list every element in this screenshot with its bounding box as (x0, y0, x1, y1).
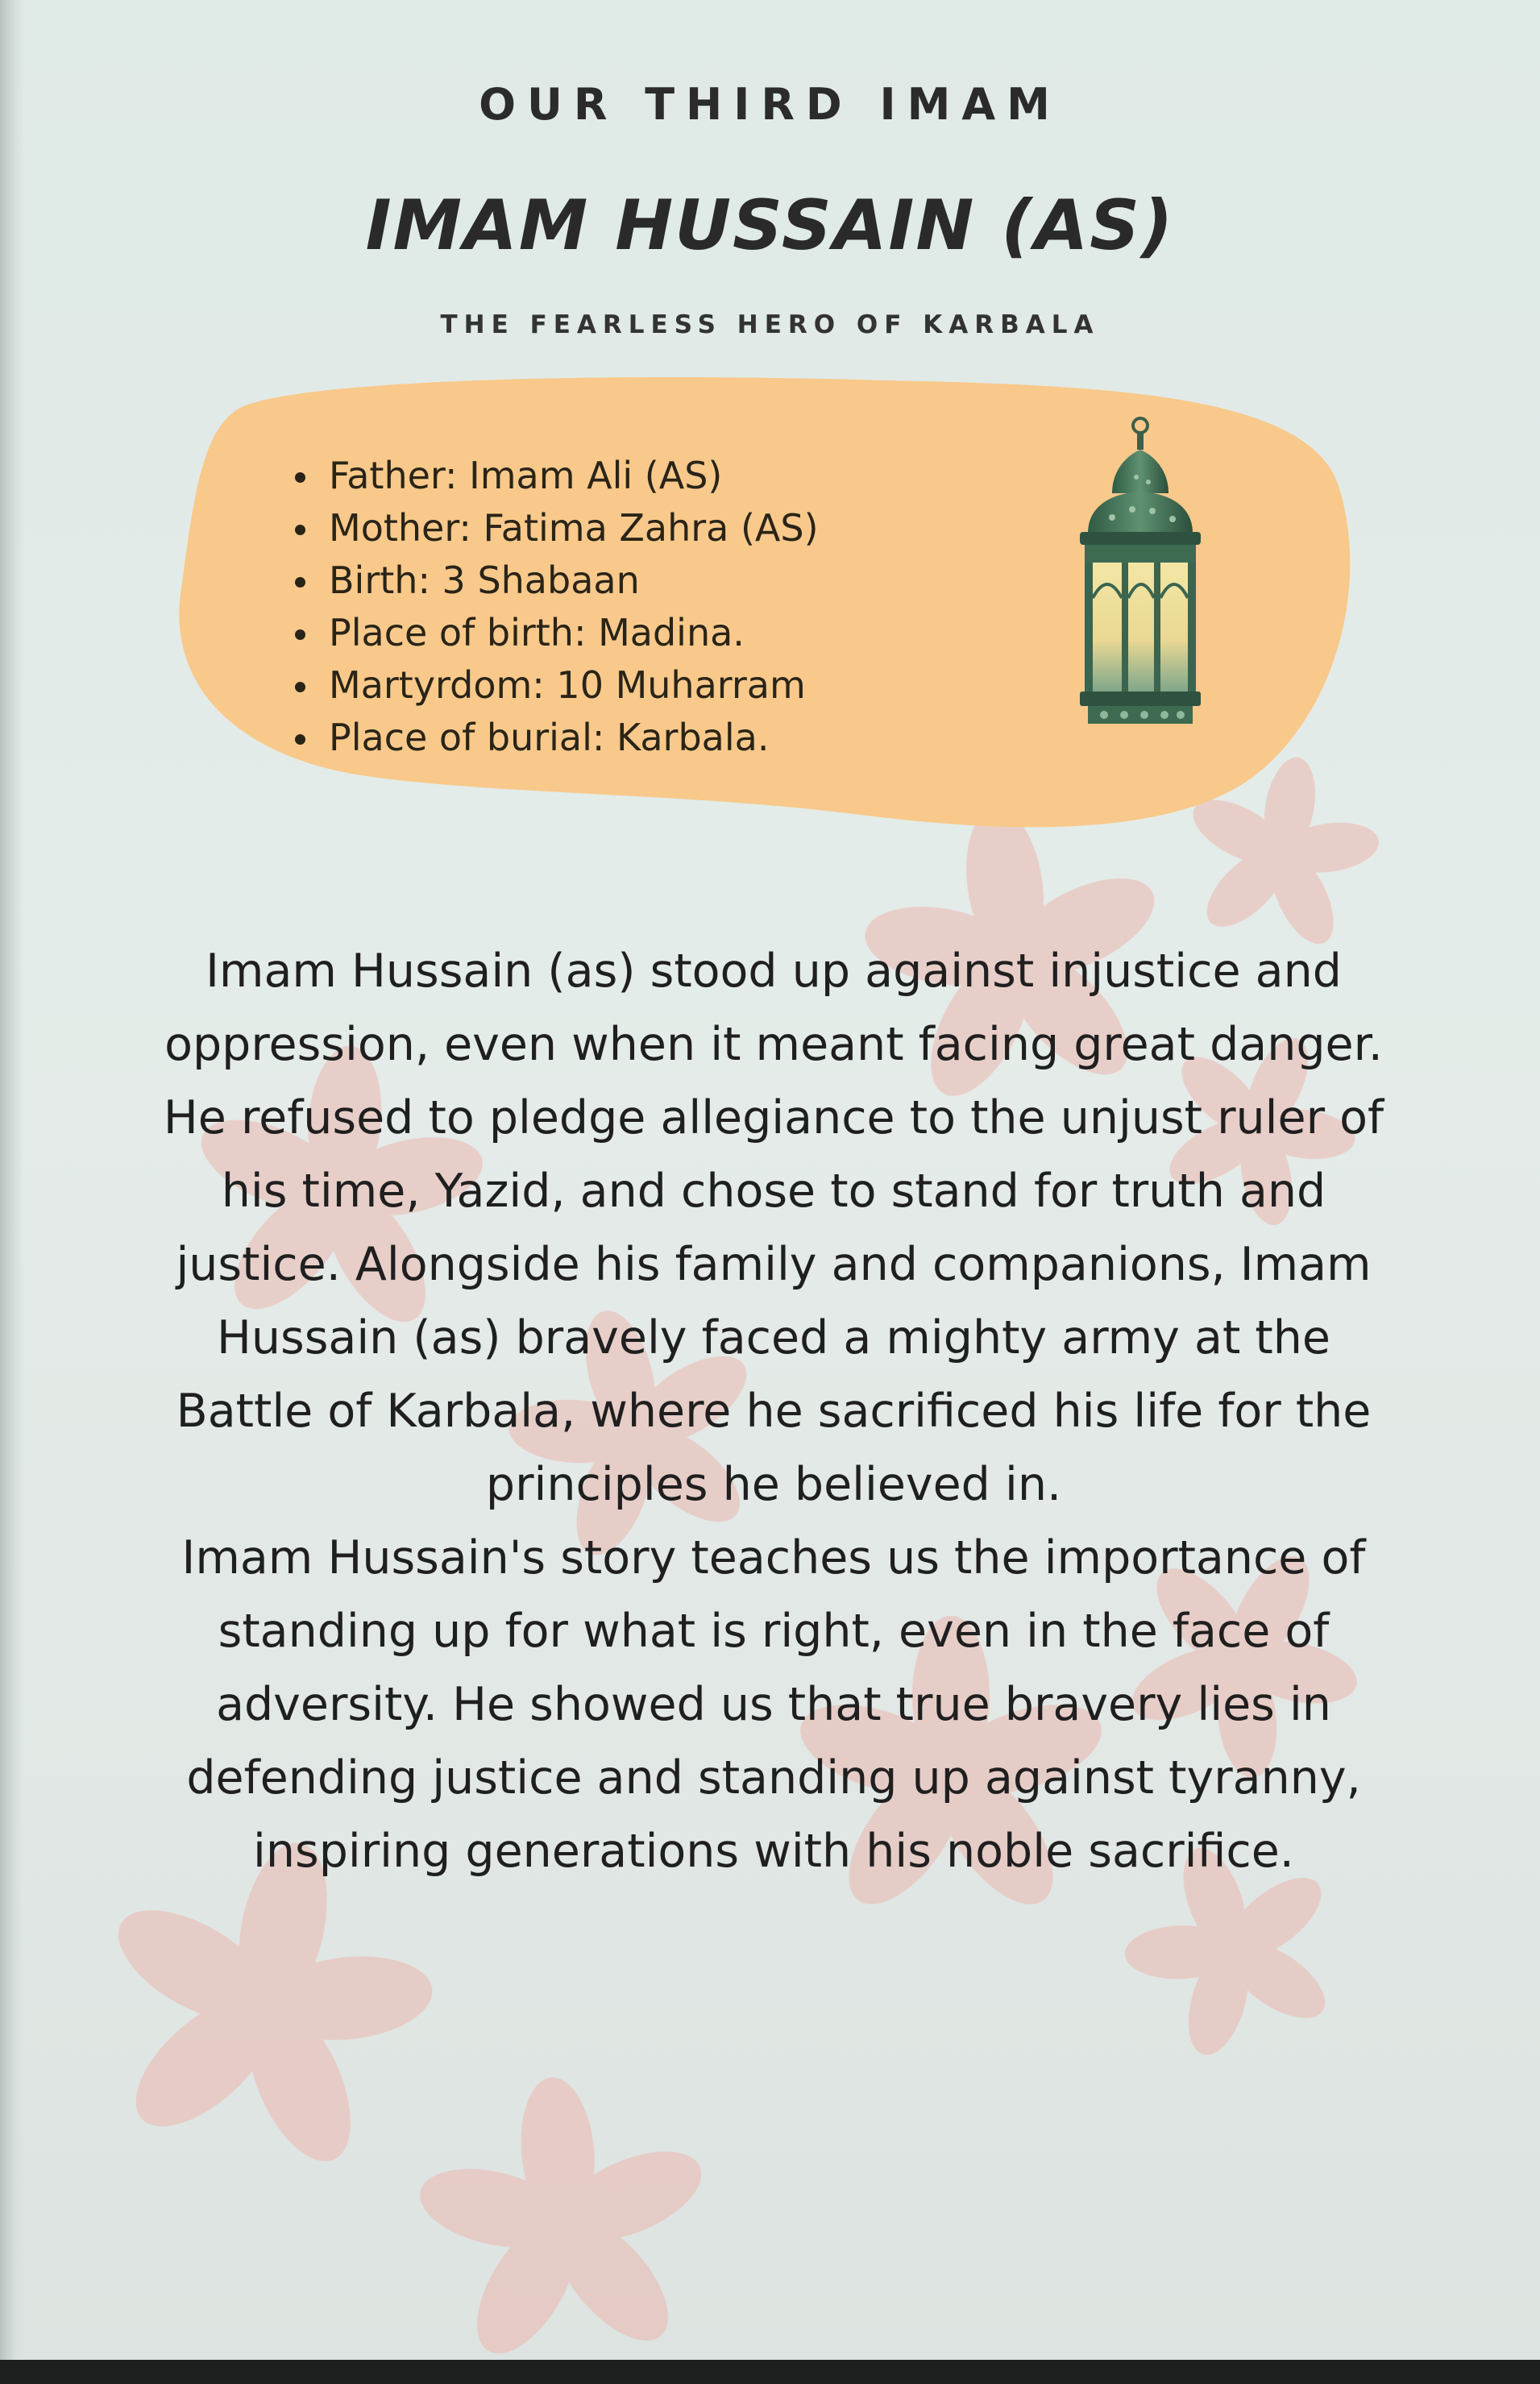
fact-father: Father: Imam Ali (AS) (282, 450, 819, 502)
bottom-shadow-strip (0, 2360, 1540, 2384)
fact-mother: Mother: Fatima Zahra (AS) (282, 502, 819, 554)
fact-place-of-birth: Place of birth: Madina. (282, 607, 819, 659)
page-subtitle: THE FEARLESS HERO OF KARBALA (440, 310, 1100, 339)
story-paragraph-2: Imam Hussain's story teaches us the importance of standing up for what is right, even in the face of adversity. He showed us that true bravery lies in defending justice and standing up against tyranny, inspiring generations with his noble sacrifice. (181, 1531, 1366, 1878)
story-paragraph-1: Imam Hussain (as) stood up against injustice and oppression, even when it meant facing great danger. He refused to pledge allegiance to the unjust ruler of his time, Yazid, and chose to stand for truth and justice. Alongside his family and companions, Imam Hussain (as) bravely faced a mighty army at the Battle of Karbala, where he sacrificed his life for the principles he believed in. (163, 945, 1384, 1511)
fact-martyrdom: Martyrdom: 10 Muharram (282, 659, 819, 712)
fact-place-of-burial: Place of burial: Karbala. (282, 712, 819, 764)
fact-birth: Birth: 3 Shabaan (282, 554, 819, 607)
facts-list (282, 450, 819, 764)
flower-icon (401, 2064, 728, 2378)
page-title: IMAM HUSSAIN (AS) (365, 185, 1175, 266)
lantern-icon (1056, 413, 1225, 735)
page-kicker: OUR THIRD IMAM (479, 79, 1061, 130)
story-text (145, 935, 1402, 1888)
